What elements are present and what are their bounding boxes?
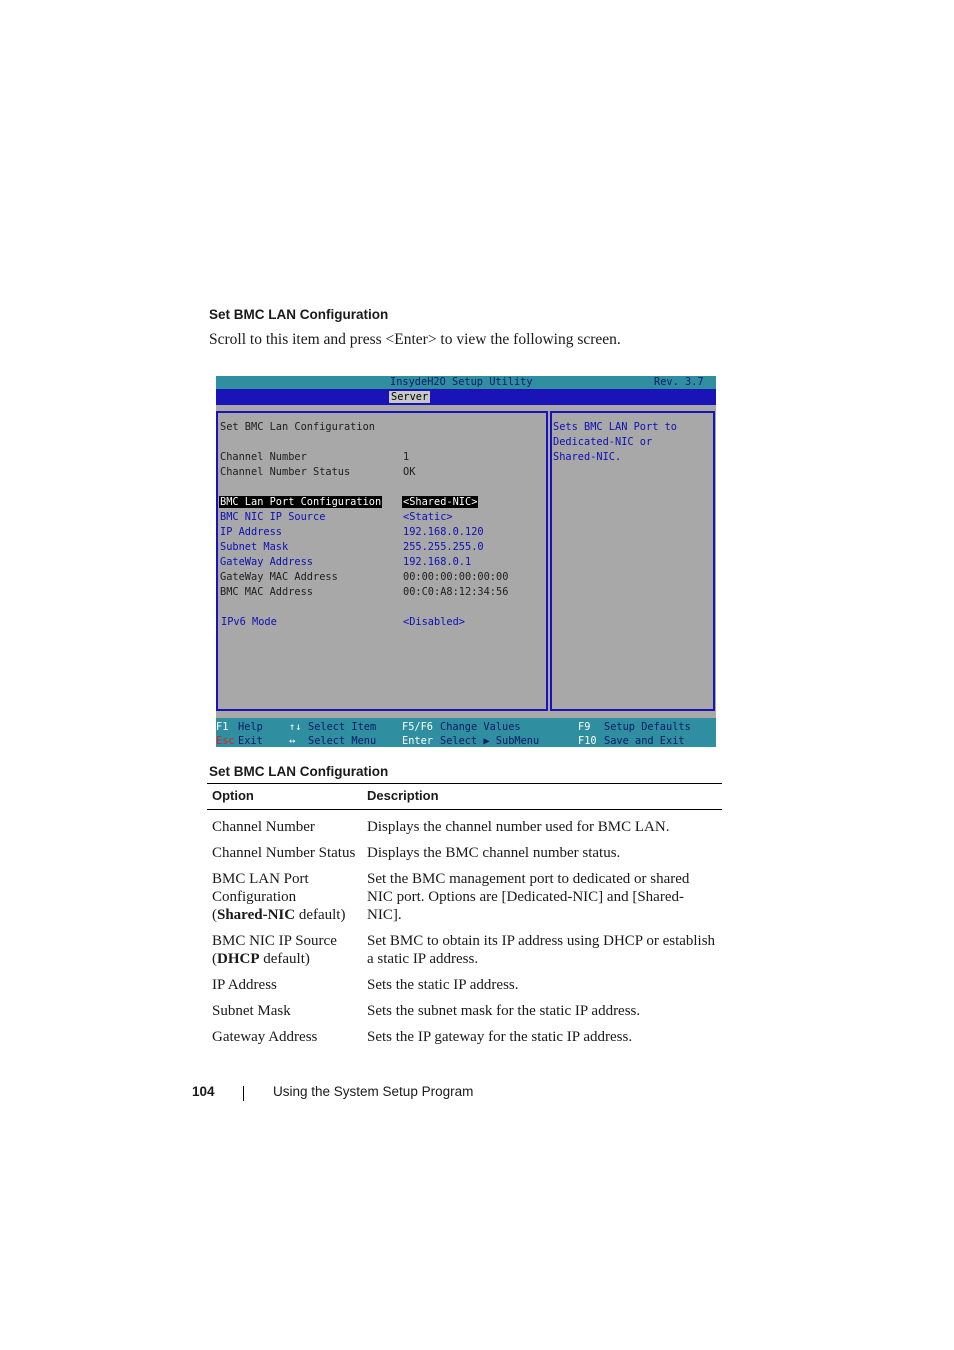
bios-channel-number-value: 1 <box>403 451 410 463</box>
bios-subnet-mask-value[interactable]: 255.255.255.0 <box>403 541 484 553</box>
bios-gateway-mac-value: 00:00:00:00:00:00 <box>403 571 509 583</box>
bios-key-enter: Enter <box>402 735 433 747</box>
bios-channel-number-label: Channel Number <box>220 451 307 463</box>
table-header-row <box>207 784 722 810</box>
bios-menu-bar <box>216 389 716 405</box>
option-line: BMC LAN Port <box>212 871 309 887</box>
bios-key-f9: F9 <box>578 721 591 733</box>
description-line: Set the BMC management port to dedicated or shared <box>367 871 690 887</box>
bios-revision: Rev. 3.7 <box>654 376 704 388</box>
default-value: Shared-NIC <box>217 907 296 923</box>
bios-key-exit-label: Exit <box>238 735 263 747</box>
bios-channel-status-value: OK <box>403 466 416 478</box>
description-cell: Sets the static IP address. <box>367 977 519 993</box>
bios-key-up-down: ↑↓ <box>289 721 302 733</box>
table-row <box>207 870 722 932</box>
table-row <box>207 1028 722 1054</box>
bios-key-left-right: ↔ <box>289 735 296 747</box>
default-value: DHCP <box>217 951 260 967</box>
description-cell <box>362 870 722 932</box>
bios-help-line-2: Dedicated-NIC or <box>553 436 653 448</box>
bios-key-f1: F1 <box>216 721 229 733</box>
bios-nic-ip-source-item[interactable]: BMC NIC IP Source <box>220 511 326 523</box>
bios-gateway-address-item[interactable]: GateWay Address <box>220 556 313 568</box>
bios-panel-title: Set BMC Lan Configuration <box>220 421 375 433</box>
description-line: Set BMC to obtain its IP address using DHCP or establish <box>367 933 716 949</box>
bios-key-select-item-label: Select Item <box>308 721 377 733</box>
table-row <box>207 810 722 845</box>
bios-help-line-3: Shared-NIC. <box>553 451 622 463</box>
option-cell: BMC LAN Port Configuration (Shared-NIC default) <box>212 871 346 923</box>
bios-key-f5-f6: F5/F6 <box>402 721 433 733</box>
table-row <box>207 1002 722 1028</box>
option-cell: Gateway Address <box>212 1029 318 1045</box>
intro-text: Scroll to this item and press <Enter> to view the following screen. <box>209 331 621 348</box>
table-heading: Set BMC LAN Configuration <box>209 764 389 779</box>
page-number: 104 <box>192 1084 215 1099</box>
bios-ip-address-item[interactable]: IP Address <box>220 526 282 538</box>
bios-lan-port-config-item[interactable]: BMC Lan Port Configuration <box>220 496 382 508</box>
description-cell: Sets the subnet mask for the static IP address. <box>367 1003 641 1019</box>
default-suffix: default) <box>295 907 346 923</box>
bios-key-help-label: Help <box>238 721 263 733</box>
section-heading: Set BMC LAN Configuration <box>209 307 389 322</box>
bios-key-esc: Esc <box>216 735 235 747</box>
bios-menu-server-tab[interactable]: Server <box>391 391 429 403</box>
bios-ip-address-value[interactable]: 192.168.0.120 <box>403 526 484 538</box>
default-suffix: default) <box>259 951 310 967</box>
bios-ipv6-mode-value[interactable]: <Disabled> <box>403 616 465 628</box>
bios-key-save-exit-label: Save and Exit <box>604 735 685 747</box>
bios-lan-port-config-value[interactable]: <Shared-NIC> <box>403 496 478 508</box>
bios-channel-status-label: Channel Number Status <box>220 466 351 478</box>
bios-gateway-mac-label: GateWay MAC Address <box>220 571 338 583</box>
bios-setup-screenshot <box>216 376 716 747</box>
column-header-description: Description <box>362 784 722 810</box>
bios-gateway-address-value[interactable]: 192.168.0.1 <box>403 556 472 568</box>
column-header-option: Option <box>207 784 362 810</box>
table-row <box>207 976 722 1002</box>
description-cell: Sets the IP gateway for the static IP address. <box>367 1029 633 1045</box>
description-line: NIC port. Options are [Dedicated-NIC] and [Shared- <box>367 889 684 905</box>
option-cell: Channel Number <box>212 819 315 835</box>
bios-title: InsydeH2O Setup Utility <box>390 376 533 388</box>
table-row <box>207 844 722 870</box>
option-line: Configuration <box>212 889 297 905</box>
chapter-title: Using the System Setup Program <box>273 1084 474 1099</box>
bios-key-change-values-label: Change Values <box>440 721 521 733</box>
bios-key-select-menu-label: Select Menu <box>308 735 377 747</box>
options-table <box>207 783 722 1054</box>
bios-nic-ip-source-value[interactable]: <Static> <box>403 511 453 523</box>
bios-ipv6-mode-item[interactable]: IPv6 Mode <box>221 616 277 628</box>
description-line: a static IP address. <box>367 951 479 967</box>
footer-divider <box>243 1086 244 1101</box>
table-row <box>207 932 722 976</box>
bios-subnet-mask-item[interactable]: Subnet Mask <box>220 541 289 553</box>
bios-help-line-1: Sets BMC LAN Port to <box>553 421 677 433</box>
option-cell: BMC NIC IP Source (DHCP default) <box>212 933 337 967</box>
description-cell <box>362 932 722 976</box>
option-line: BMC NIC IP Source <box>212 933 337 949</box>
bios-bmc-mac-label: BMC MAC Address <box>220 586 313 598</box>
bios-key-select-submenu-label: Select ▶ SubMenu <box>440 735 540 747</box>
option-cell: Subnet Mask <box>212 1003 291 1019</box>
bios-key-setup-defaults-label: Setup Defaults <box>604 721 691 733</box>
description-cell: Displays the BMC channel number status. <box>367 845 621 861</box>
bios-key-f10: F10 <box>578 735 597 747</box>
bios-bmc-mac-value: 00:C0:A8:12:34:56 <box>403 586 509 598</box>
description-cell: Displays the channel number used for BMC LAN. <box>367 819 670 835</box>
option-cell: Channel Number Status <box>212 845 356 861</box>
option-cell: IP Address <box>212 977 277 993</box>
description-line: NIC]. <box>367 907 402 923</box>
